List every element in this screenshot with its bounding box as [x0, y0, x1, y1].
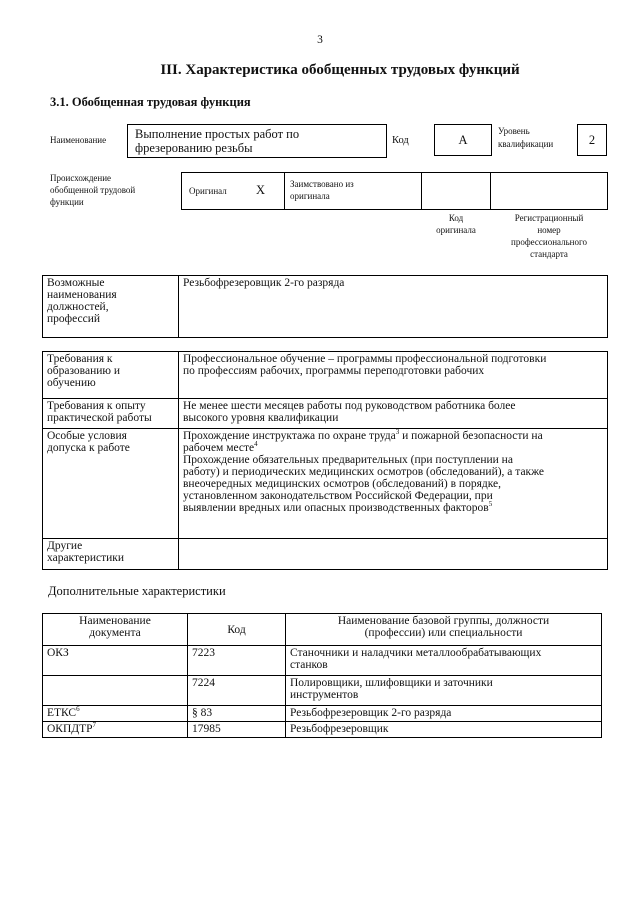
name-value-line-1: Выполнение простых работ по — [135, 127, 300, 141]
positions-label-cell — [43, 276, 179, 338]
row-code: 7224 — [188, 676, 286, 706]
reg-caption-1: Регистрационный — [514, 213, 584, 223]
special-value-2: рабочем месте$^4$ — [183, 440, 258, 454]
name-value-box — [127, 124, 387, 158]
footnote-4: 4 — [254, 440, 258, 449]
row-name: Полировщики, шлифовщики и заточники инструментов — [286, 676, 602, 706]
special-label-cell — [43, 429, 179, 539]
positions-label-4: профессий — [47, 313, 101, 325]
row-doc: ОКЗ — [43, 646, 188, 676]
header-name-2: (профессии) или специальности — [364, 627, 523, 639]
special-value-cell — [179, 429, 608, 539]
footnote-3: 3 — [395, 428, 400, 437]
header-code: Код — [227, 623, 246, 636]
origin-label-1: Происхождение — [50, 173, 112, 183]
education-value-2: по профессиям рабочих, программы переподготовки рабочих — [183, 365, 485, 377]
education-value-cell — [179, 352, 608, 399]
positions-label-1: Возможные — [47, 277, 105, 289]
reg-caption-2: номер — [537, 225, 561, 235]
experience-label-1: Требования к опыту — [47, 400, 146, 412]
additional-title: Дополнительные характеристики — [48, 584, 226, 598]
experience-value-2: высокого уровня квалификации — [183, 412, 339, 424]
row-code: § 83 — [188, 706, 286, 722]
table-row — [43, 722, 602, 738]
header-doc-cell — [43, 614, 188, 646]
additional-table — [42, 613, 602, 738]
header-doc-2: документа — [89, 627, 141, 639]
experience-value-cell — [179, 399, 608, 429]
row-name: Резьбофрезеровщик 2-го разряда — [286, 706, 602, 722]
special-value-6: установленном законодательством Российской Федерации, при — [183, 490, 493, 502]
reg-caption-3: профессионального — [511, 237, 587, 247]
page-number: 3 — [317, 34, 323, 46]
row-doc: ОКПДТР$^7$ — [43, 722, 188, 738]
row-code: 17985 — [188, 722, 286, 738]
other-label-cell — [43, 539, 179, 570]
table-row — [43, 706, 602, 722]
section-title: III. Характеристика обобщенных трудовых функций — [160, 62, 520, 78]
experience-value-1: Не менее шести месяцев работы под руководством работника более — [183, 400, 516, 412]
table-row — [43, 676, 602, 706]
footnote-7: 7 — [92, 721, 97, 730]
code-value: А — [458, 133, 468, 147]
other-label-1: Другие — [47, 540, 83, 552]
original-mark: X — [256, 183, 266, 197]
positions-value-cell — [179, 276, 608, 338]
requirements-table — [42, 351, 608, 570]
row-doc — [43, 676, 188, 706]
reg-caption-4: стандарта — [530, 249, 568, 259]
name-value-line-2: фрезерованию резьбы — [135, 141, 253, 155]
code-value-box — [434, 124, 492, 156]
other-label-2: характеристики — [47, 552, 125, 564]
special-value-4: работу) и периодических медицинских осмотров (обследований), а также — [183, 466, 545, 478]
subsection-title: 3.1. Обобщенная трудовая функция — [50, 95, 251, 109]
positions-table — [42, 275, 608, 338]
borrowed-label-1: Заимствовано из — [290, 179, 354, 189]
header-name-cell — [286, 614, 602, 646]
special-value-3: Прохождение обязательных предварительных (при поступлении на — [183, 454, 513, 466]
special-value-5: внеочередных медицинских осмотров (обследований) в порядке, — [183, 478, 502, 490]
header-name-1: Наименование базовой группы, должности — [337, 615, 550, 627]
special-label-1: Особые условия — [47, 430, 127, 442]
experience-label-cell — [43, 399, 179, 429]
code-label: Код — [392, 135, 409, 146]
level-label-2: квалификации — [498, 139, 554, 149]
education-label-2: образованию и — [47, 365, 120, 377]
row-name: Станочники и наладчики металлообрабатывающих станков — [286, 646, 602, 676]
reg-number-cell — [490, 172, 608, 210]
positions-value: Резьбофрезеровщик 2-го разряда — [183, 277, 345, 289]
education-label-1: Требования к — [47, 353, 113, 365]
positions-label-3: должностей, — [47, 301, 109, 313]
level-value: 2 — [588, 133, 596, 147]
origin-label-2: обобщенной трудовой — [50, 185, 136, 195]
special-value-7: выявлении вредных или опасных производственных факторов$^5$ — [183, 500, 493, 514]
header-code-cell — [188, 614, 286, 646]
other-value-cell — [179, 539, 608, 570]
experience-label-2: практической работы — [47, 412, 152, 424]
special-value-1: Прохождение инструктажа по охране труда$^3$ и пожарной безопасности на — [183, 428, 543, 442]
code-original-cell — [421, 172, 491, 210]
origin-borrowed-cell — [284, 172, 422, 210]
origin-original-cell — [181, 172, 285, 210]
borrowed-label-2: оригинала — [290, 191, 330, 201]
education-value-1: Профессиональное обучение – программы профессиональной подготовки — [183, 353, 547, 365]
footnote-5: 5 — [488, 500, 493, 509]
education-label-3: обучению — [47, 377, 96, 389]
level-value-box — [577, 124, 607, 156]
original-label: Оригинал — [189, 186, 227, 196]
origin-label-3: функции — [50, 197, 84, 207]
positions-label-2: наименования — [47, 289, 117, 301]
name-label: Наименование — [50, 135, 107, 145]
header-doc-1: Наименование — [79, 615, 151, 627]
footnote-6: 6 — [76, 705, 80, 714]
education-label-cell — [43, 352, 179, 399]
row-code: 7223 — [188, 646, 286, 676]
row-doc: ЕТКС$^6$ — [43, 706, 188, 722]
special-label-2: допуска к работе — [47, 442, 130, 454]
level-label-1: Уровень — [498, 126, 530, 136]
row-name: Резьбофрезеровщик — [286, 722, 602, 738]
code-original-caption-2: оригинала — [436, 225, 476, 235]
table-row — [43, 646, 602, 676]
code-original-caption-1: Код — [448, 213, 464, 223]
